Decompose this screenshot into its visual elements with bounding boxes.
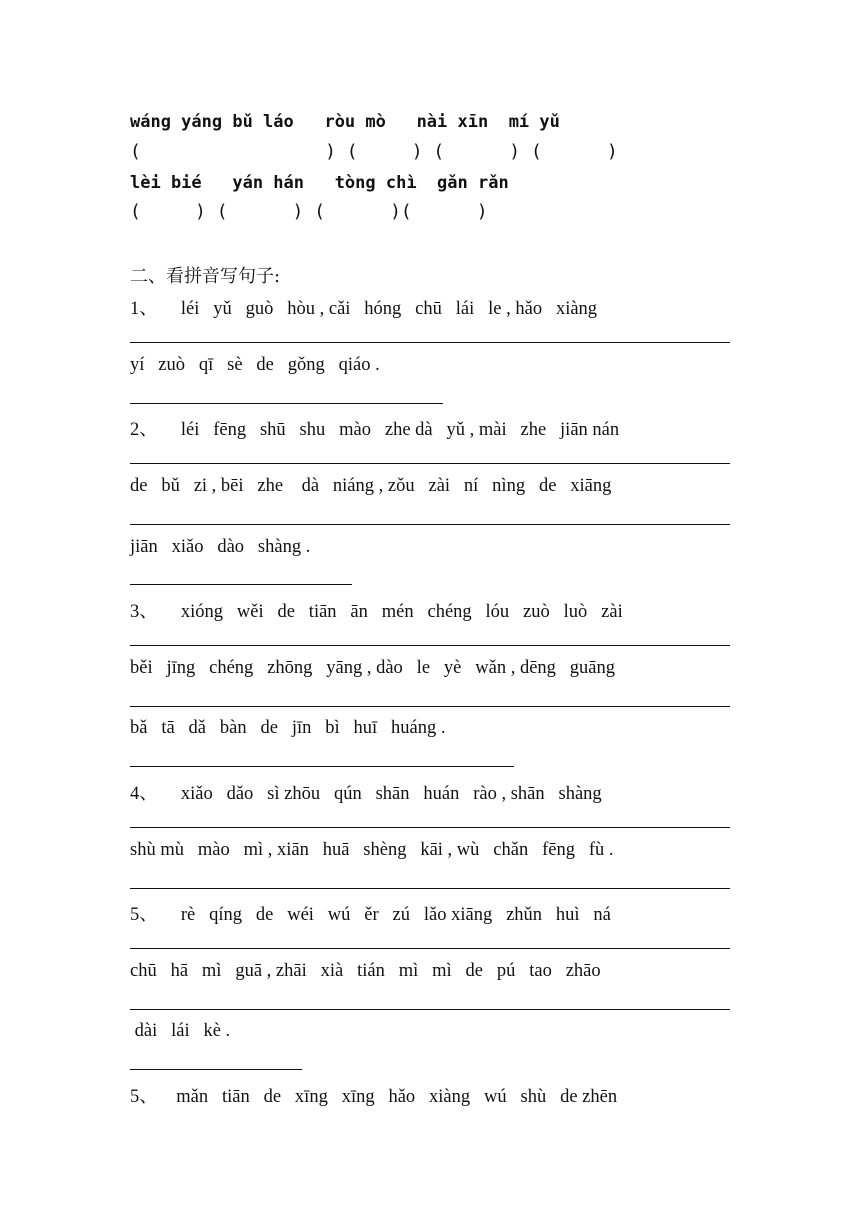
writing-line [130, 403, 443, 404]
sentence-1-line-1: 1、 léi yǔ guò hòu , cǎi hóng chū lái le , hǎo xiàng [130, 299, 598, 319]
writing-line [130, 1009, 730, 1010]
writing-line [130, 766, 514, 767]
sentence-2-line-2: de bǔ zi , bēi zhe dà niáng , zǒu zài ní nìng de xiāng [130, 476, 612, 496]
sentence-2-line-3: jiān xiǎo dào shàng . [130, 537, 311, 557]
pinyin-words-row-1: wáng yáng bǔ láo ròu mò nài xīn mí yǔ [130, 112, 560, 132]
sentence-6-line-1: 5、 mǎn tiān de xīng xīng hǎo xiàng wú shù de zhēn [130, 1087, 618, 1107]
sentence-1-line-2: yí zuò qī sè de gǒng qiáo . [130, 355, 380, 375]
writing-line [130, 645, 730, 646]
writing-line [130, 1069, 302, 1070]
sentence-5-line-1: 5、 rè qíng de wéi wú ěr zú lǎo xiāng zhǔn huì ná [130, 905, 611, 925]
sentence-4-line-1: 4、 xiǎo dǎo sì zhōu qún shān huán rào , shān shàng [130, 784, 602, 804]
writing-line [130, 524, 730, 525]
writing-line [130, 342, 730, 343]
writing-line [130, 463, 730, 464]
sentence-4-line-2: shù mù mào mì , xiān huā shèng kāi , wù chǎn fēng fù . [130, 840, 614, 860]
writing-line [130, 948, 730, 949]
sentence-3-line-2: běi jīng chéng zhōng yāng , dào le yè wǎn , dēng guāng [130, 658, 615, 678]
sentence-3-line-3: bǎ tā dǎ bàn de jīn bì huī huáng . [130, 718, 446, 738]
section-heading: 二、看拼音写句子: [130, 266, 281, 287]
writing-line [130, 584, 352, 585]
answer-parentheses-row-1: ( ) ( ) ( ) ( ) [130, 141, 618, 162]
sentence-5-line-2: chū hā mì guā , zhāi xià tián mì mì de pú tao zhāo [130, 961, 601, 981]
answer-parentheses-row-2: ( ) ( ) ( )( ) [130, 201, 488, 222]
pinyin-words-row-2: lèi bié yán hán tòng chì gǎn rǎn [130, 173, 509, 193]
writing-line [130, 888, 730, 889]
sentence-2-line-1: 2、 léi fēng shū shu mào zhe dà yǔ , mài zhe jiān nán [130, 420, 620, 440]
writing-line [130, 827, 730, 828]
sentence-5-line-3: dài lái kè . [130, 1021, 231, 1041]
sentence-3-line-1: 3、 xióng wěi de tiān ān mén chéng lóu zuò luò zài [130, 602, 623, 622]
writing-line [130, 706, 730, 707]
